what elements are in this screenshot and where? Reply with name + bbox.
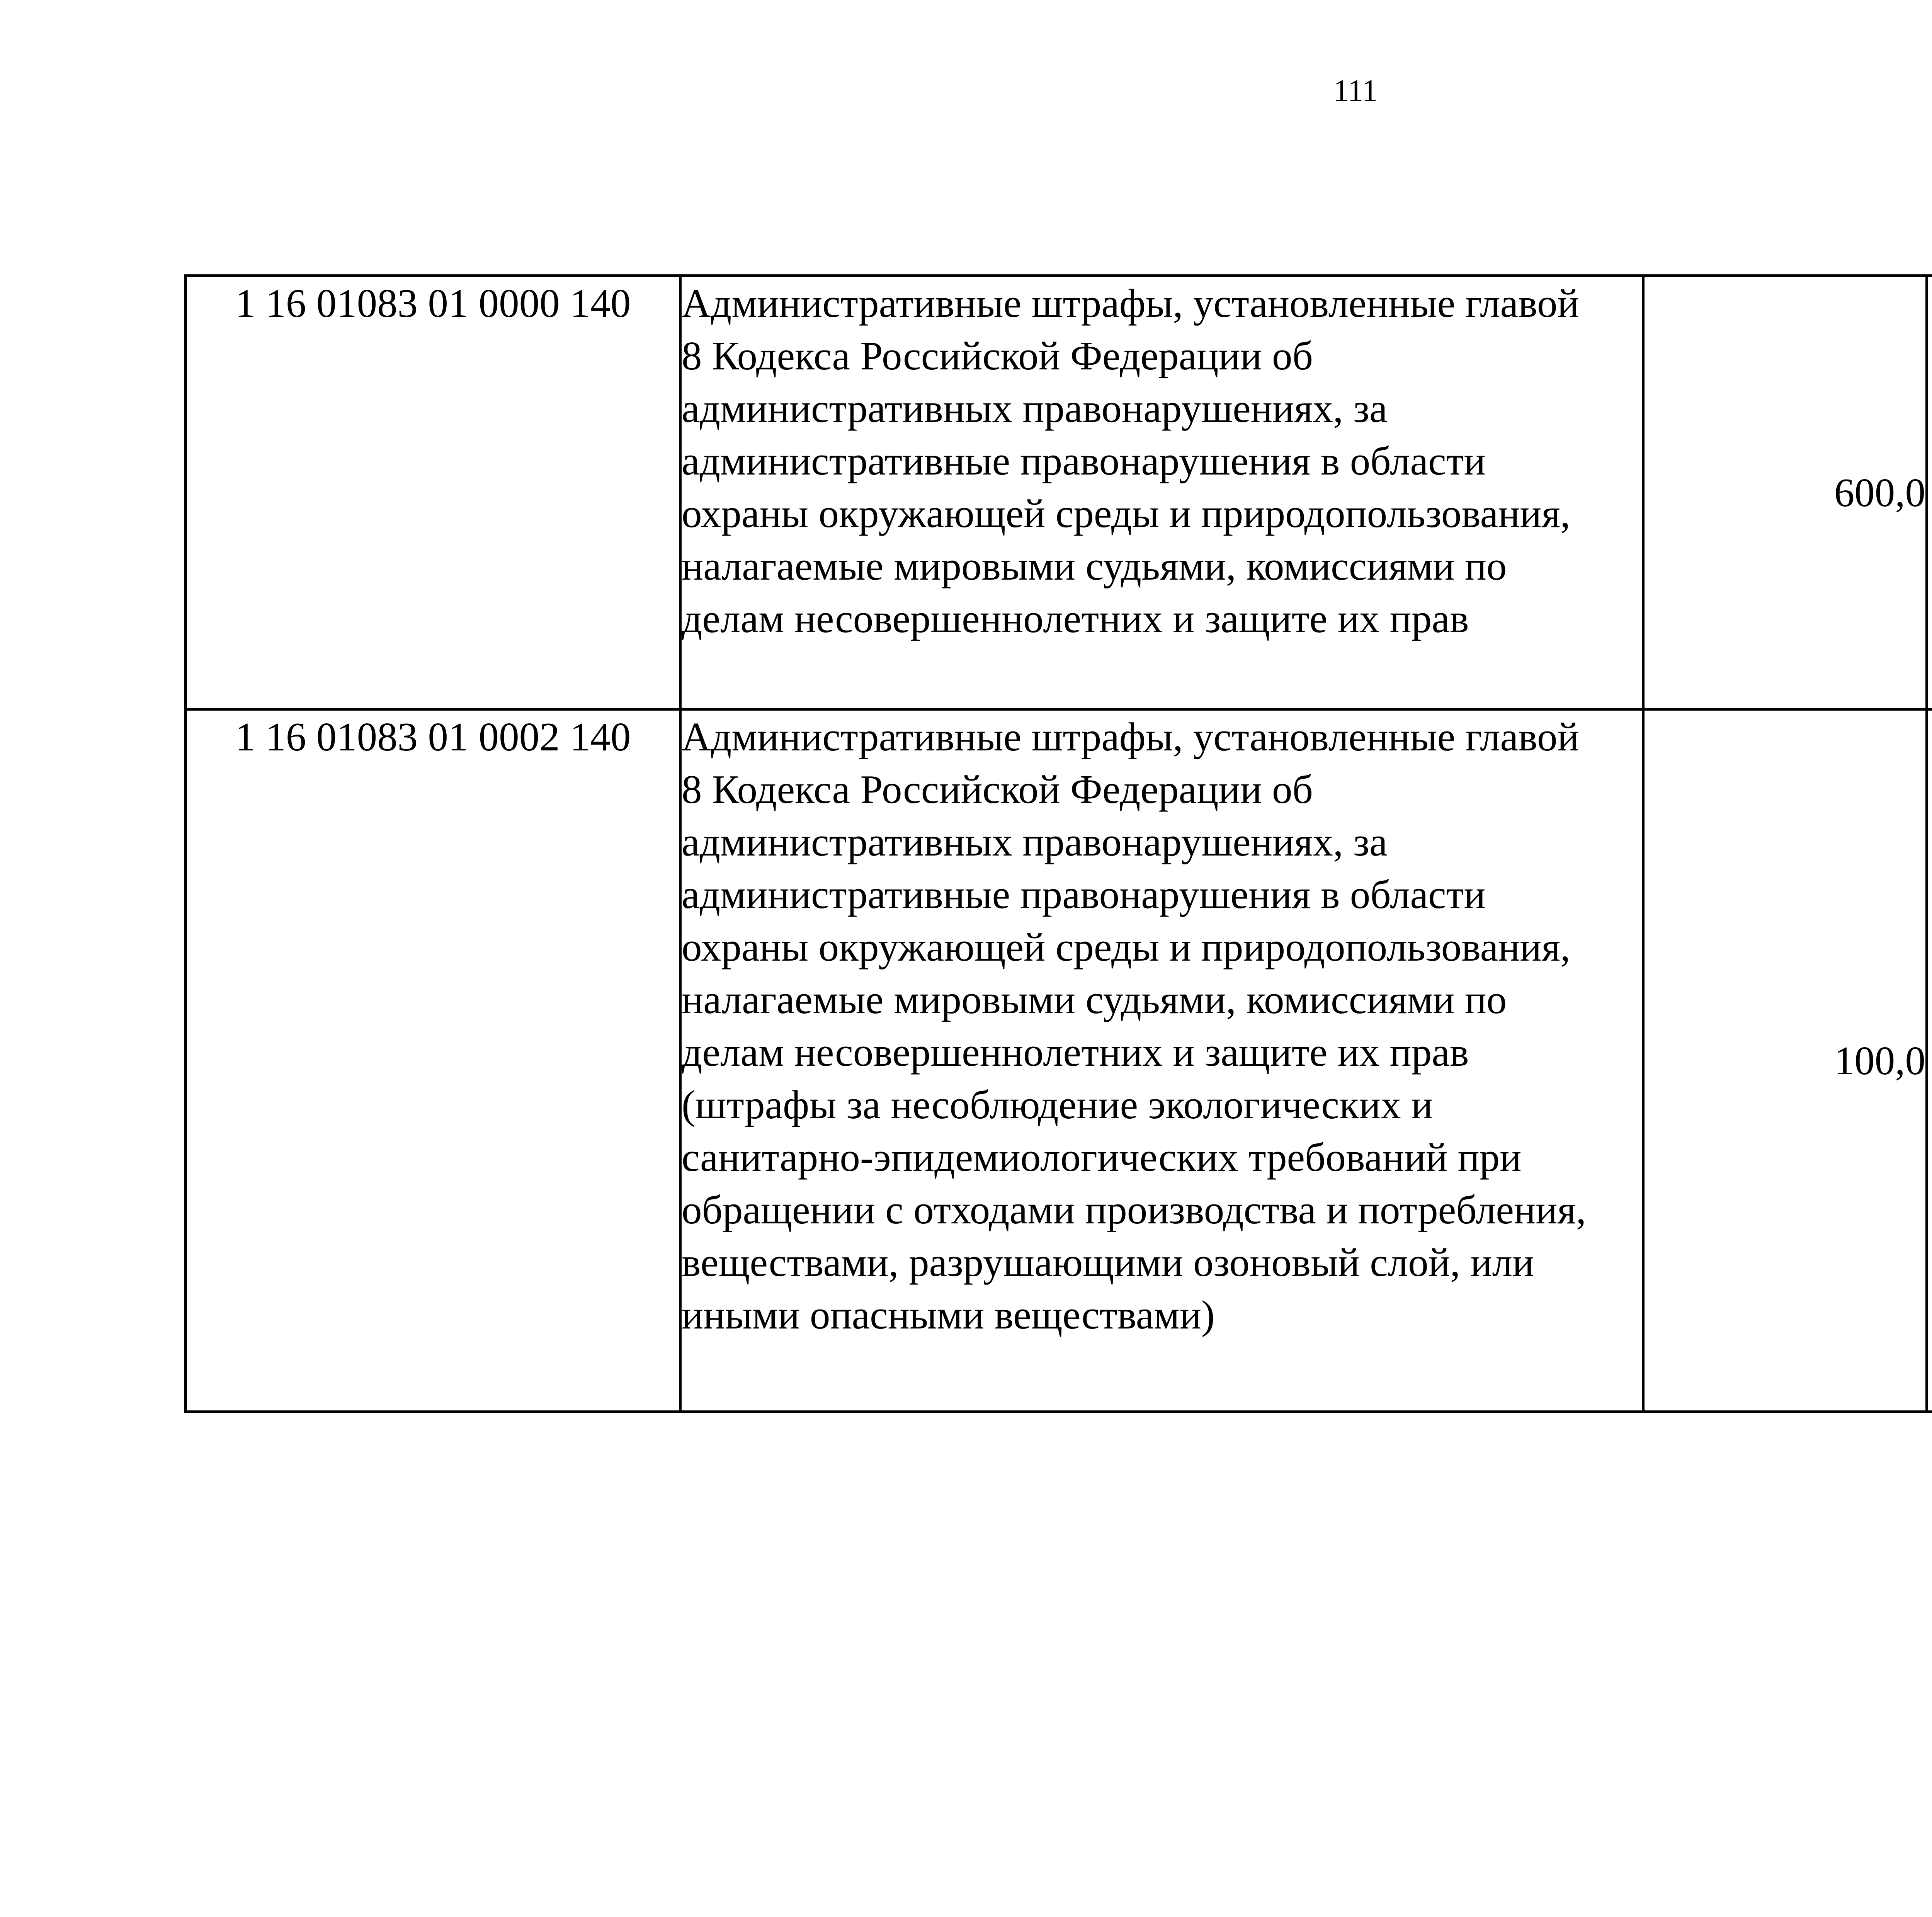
description-line: налагаемые мировыми судьями, комиссиями по bbox=[682, 977, 1507, 1022]
description-cell bbox=[680, 276, 1643, 709]
amount-cell-2 bbox=[1927, 276, 1932, 709]
description-line: административные правонарушения в области bbox=[682, 438, 1486, 483]
page-number: 111 bbox=[1333, 74, 1378, 108]
table-row bbox=[186, 276, 1932, 709]
description-cell bbox=[680, 709, 1643, 1412]
description-line: охраны окружающей среды и природопользования, bbox=[682, 491, 1571, 536]
table-row bbox=[186, 709, 1932, 1412]
description-line: налагаемые мировыми судьями, комиссиями по bbox=[682, 543, 1507, 589]
budget-code-cell: 1 16 01083 01 0002 140 bbox=[186, 709, 680, 1412]
description-line: делам несовершеннолетних и защите их прав bbox=[682, 596, 1469, 641]
description-line: обращении с отходами производства и потребления, bbox=[682, 1187, 1586, 1232]
description-line: охраны окружающей среды и природопользования, bbox=[682, 924, 1571, 970]
amount-cell-1: 100,0 bbox=[1643, 709, 1927, 1412]
budget-code-cell: 1 16 01083 01 0000 140 bbox=[186, 276, 680, 709]
budget-table bbox=[184, 274, 1932, 1413]
amount-cell-2 bbox=[1927, 709, 1932, 1412]
description-line: Административные штрафы, установленные главой bbox=[682, 281, 1579, 326]
description-line: 8 Кодекса Российской Федерации об bbox=[682, 767, 1313, 812]
description-line: административных правонарушениях, за bbox=[682, 386, 1388, 431]
description-line: административных правонарушениях, за bbox=[682, 819, 1388, 864]
description-line: иными опасными веществами) bbox=[682, 1292, 1215, 1337]
description-line: административные правонарушения в области bbox=[682, 872, 1486, 917]
description-line: 8 Кодекса Российской Федерации об bbox=[682, 333, 1313, 378]
description-line: делам несовершеннолетних и защите их прав bbox=[682, 1029, 1469, 1075]
description-line: (штрафы за несоблюдение экологических и bbox=[682, 1082, 1433, 1127]
description-line: Административные штрафы, установленные главой bbox=[682, 714, 1579, 759]
amount-cell-1: 600,0 bbox=[1643, 276, 1927, 709]
description-line: веществами, разрушающими озоновый слой, или bbox=[682, 1240, 1534, 1285]
description-line: санитарно-эпидемиологических требований при bbox=[682, 1135, 1522, 1180]
